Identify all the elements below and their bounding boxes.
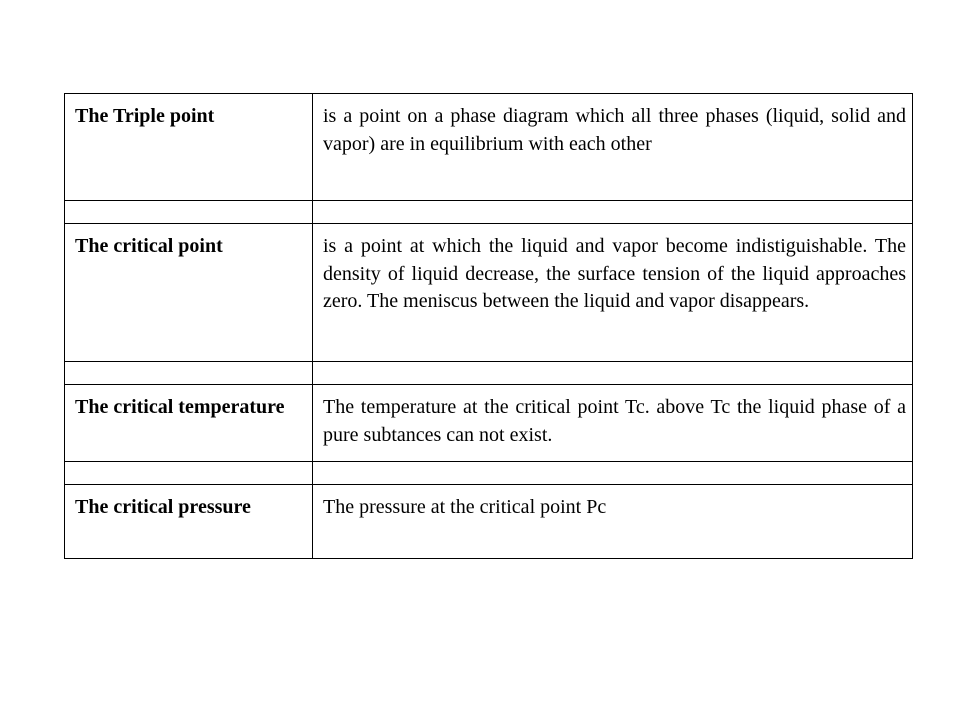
definition-row	[65, 385, 913, 462]
empty-cell	[313, 462, 913, 485]
description-cell: The temperature at the critical point Tc. above Tc the liquid phase of a pure subtances can not exist.	[313, 385, 913, 462]
term-cell: The critical point	[65, 224, 313, 362]
definitions-table	[64, 93, 913, 559]
empty-cell	[65, 462, 313, 485]
definition-row	[65, 224, 913, 362]
term-cell: The critical temperature	[65, 385, 313, 462]
spacer-row	[65, 462, 913, 485]
description-cell: The pressure at the critical point Pc	[313, 485, 913, 559]
spacer-row	[65, 362, 913, 385]
empty-cell	[65, 362, 313, 385]
term-cell: The critical pressure	[65, 485, 313, 559]
empty-cell	[313, 201, 913, 224]
empty-cell	[313, 362, 913, 385]
term-cell: The Triple point	[65, 94, 313, 201]
spacer-row	[65, 201, 913, 224]
description-cell: is a point at which the liquid and vapor become indistiguishable. The density of liquid decrease, the surface tension of the liquid approaches zero. The meniscus between the liquid and vapor disappears.	[313, 224, 913, 362]
definition-row	[65, 94, 913, 201]
definition-row	[65, 485, 913, 559]
description-cell: is a point on a phase diagram which all three phases (liquid, solid and vapor) are in equilibrium with each other	[313, 94, 913, 201]
empty-cell	[65, 201, 313, 224]
